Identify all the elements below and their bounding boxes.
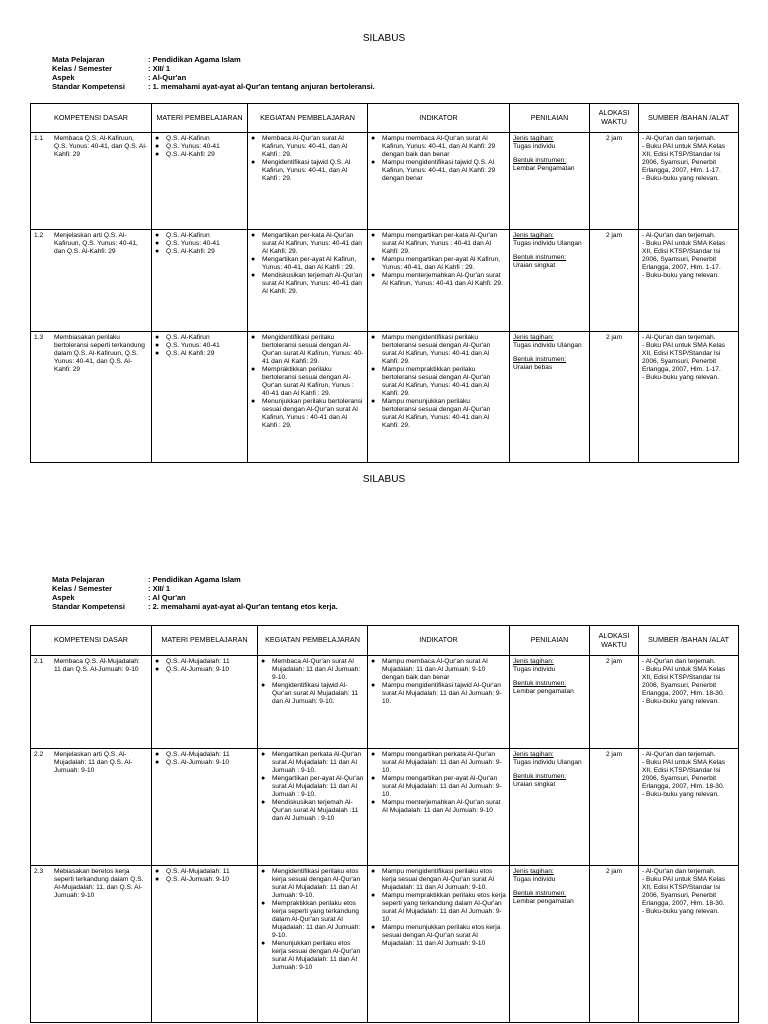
- kegiatan-item: ● Mendiskusikan terjemah Al-Qur'an surat Al Kafirun, Yunus: 40-41 dan Al Kahfi: 29.: [251, 272, 364, 296]
- sumber-item: - Buku-buku yang relevan.: [642, 908, 719, 916]
- info-value: : XII/ 1: [148, 64, 171, 73]
- bentuk-label: Bentuk instrumen:: [513, 356, 567, 364]
- materi-item: ● Q.S. Al-Kahfi: 29: [155, 248, 244, 256]
- kegiatan-item: ● Mengartikan perkata Al-Qur'an surat Al Mujadalah: 11 dan Al Jumuah : 9-10.: [261, 751, 364, 775]
- bentuk-value: Lembar pengamatan: [513, 898, 574, 906]
- column-header: MATERI PEMBELAJARAN: [152, 626, 258, 656]
- waktu-cell: 2 jam: [590, 133, 639, 230]
- column-header: KOMPETENSI DASAR: [31, 626, 152, 656]
- indikator-item: ● Mampu mempraktikkan perilaku etos kerja seperti yang terkandung dalam Al-Qur'an surat Al Mujadalah: 11 dan Al Jumuah: 9-10.: [371, 892, 506, 924]
- indikator-cell: [368, 866, 510, 1023]
- materi-cell: [152, 332, 248, 463]
- sumber-item: - Al-Qur'an dan terjemah.: [642, 658, 716, 665]
- table-header-row: [31, 104, 739, 133]
- kegiatan-cell: [248, 332, 368, 463]
- indikator-item: ● Mampu mengidentifikasi tajwid Al-Qur'an surat Al Mujadalah: 11 dan Al Jumuah: 9-10.: [371, 682, 506, 706]
- sumber-item: - Buku-buku yang relevan.: [642, 374, 719, 382]
- kegiatan-item: ● Menunjukkan perilaku bertoleransi sesuai dengan Al-Qur'an surat Al Kafirun, Yunus : 40-41 dan Al Kahfi : 29.: [251, 398, 364, 430]
- penilaian-cell: [510, 133, 590, 230]
- materi-cell: [152, 749, 258, 866]
- kegiatan-cell: [248, 230, 368, 332]
- kegiatan-item: ● Mengidentifikasi tajwid Q.S. Al Kafirun, Yunus: 40-41, dan Al Kahfi : 29.: [251, 159, 364, 183]
- column-header: SUMBER /BAHAN /ALAT: [639, 626, 739, 656]
- table-row: [31, 866, 739, 1023]
- kegiatan-item: ● Mengartikan per-ayat Al-Qur'an surat Al Mujadalah: 11 dan Al Jumuah : 9-10.: [261, 775, 364, 799]
- kompetensi-text: Membiasakan perilaku bertoleransi seperti terkandung dalam Q.S. Al-Kafiruun, Q.S. Yunus: 40-41, dan Q.S. Al-Kahfi: 29: [54, 334, 145, 374]
- kompetensi-cell: [31, 656, 152, 749]
- waktu-cell: 2 jam: [590, 749, 639, 866]
- row-number: 2.2: [34, 751, 44, 758]
- sumber-item: - Al-Qur'an dan terjemah.: [642, 232, 716, 239]
- materi-item: ● Q.S. Al-Jumuah: 9-10: [155, 759, 254, 767]
- kompetensi-text: Menjelaskan arti Q.S. Al-Mujadalah: 11 dan Q.S. Al-Jumuah: 9-10: [54, 751, 133, 775]
- table-row: [31, 332, 739, 463]
- materi-item: ● Q.S. Al Kahfi: 29: [155, 350, 244, 358]
- info-label: Standar Kompetensi: [52, 602, 125, 611]
- info-label: Kelas / Semester: [52, 584, 113, 593]
- waktu-cell: 2 jam: [590, 332, 639, 463]
- table-header-row: [31, 626, 739, 656]
- sumber-cell: [639, 332, 739, 463]
- info-value: : Pendidikan Agama Islam: [148, 55, 241, 64]
- kegiatan-item: ● Mengidentifikasi perilaku bertoleransi sesuai dengan Al-Qur'an surat Al Kafirun, Yunus: 40-41 dan Al Kahfi: 29.: [251, 334, 364, 366]
- sumber-item: - Buku PAI untuk SMA Kelas XII, Edisi KTSP/Standar Isi 2006, Syamsuri, Penerbit Erlangga, 2007, Hlm. 18-30.: [642, 876, 726, 908]
- column-header: INDIKATOR: [368, 104, 510, 133]
- indikator-item: ● Mampu membaca Al-Qur'an surat Al Kafirun, Yunus: 40-41, dan Al Kahfi: 29 dengan baik dan benar: [371, 135, 506, 159]
- waktu-cell: 2 jam: [590, 866, 639, 1023]
- kegiatan-item: ● Mempraktikkan perilaku bertoleransi sesuai dengan Al-Qur'an surat Al Kafirun, Yunus : 40-41 dan Al Kahfi : 29.: [251, 366, 364, 398]
- info-value: : Al-Qur'an: [148, 73, 187, 82]
- materi-item: ● Q.S. Al-Mujadalah: 11: [155, 751, 254, 759]
- row-number: 1.1: [34, 135, 44, 142]
- indikator-cell: [368, 133, 510, 230]
- kegiatan-item: ● Membaca Al-Qur'an surat Al Mujadalah: 11 dan Al Jumuah: 9-10.: [261, 658, 364, 682]
- materi-item: ● Q.S. Yunus: 40-41: [155, 143, 244, 151]
- column-header: PENILAIAN: [510, 626, 590, 656]
- indikator-cell: [368, 230, 510, 332]
- sumber-item: - Buku PAI untuk SMA Kelas XII, Edisi KTSP/Standar Isi 2006, Syamsuri, Penerbit Erlangga, 2007, Hlm. 18-30.: [642, 666, 726, 698]
- column-header: PENILAIAN: [510, 104, 590, 133]
- indikator-item: ● Mampu mengidentifikasi perilaku etos kerja sesuai dengan Al-Qur'an surat Al Mujadalah: 11 dan Al Jumuah: 9-10.: [371, 868, 506, 892]
- sumber-item: - Buku PAI untuk SMA Kelas XII, Edisi KTSP/Standar Isi 2006, Syamsuri, Penerbit Erlangga, 2007, Hlm. 18-30.: [642, 759, 726, 791]
- kompetensi-text: Menjelaskan arti Q.S. Al-Kafiruun, Q.S. Yunus: 40-41, dan Q.S. Al-Kahfi: 29: [54, 232, 138, 256]
- kompetensi-cell: [31, 230, 152, 332]
- sumber-cell: [639, 749, 739, 866]
- kegiatan-cell: [258, 749, 368, 866]
- kegiatan-item: ● Mengidentifikasi tajwid Al-Qur'an surat Al Mujadalah: 11 dan Al Jumuah: 9-10.: [261, 682, 364, 706]
- page-title: SILABUS: [362, 474, 406, 485]
- kegiatan-cell: [258, 656, 368, 749]
- kompetensi-text: Membaca Q.S. Al-Kafiruun, Q.S. Yunus: 40-41, dan Q.S. Al-Kahfi: 29: [54, 135, 147, 159]
- kegiatan-cell: [258, 866, 368, 1023]
- jenis-value: Tugas individu: [513, 666, 556, 674]
- table-row: [31, 133, 739, 230]
- materi-item: ● Q.S. Al-Jumuah: 9-10: [155, 666, 254, 674]
- bentuk-value: Uraian singkat: [513, 781, 556, 789]
- bentuk-label: Bentuk instrumen:: [513, 680, 567, 688]
- jenis-value: Tugas individu: [513, 143, 556, 151]
- sumber-item: - Buku-buku yang relevan.: [642, 698, 719, 706]
- indikator-item: ● Mampu mengidentifikasi tajwid Q.S. Al Kafirun, Yunus: 40-41, dan Al Kahfi: 29 dengan benar: [371, 159, 506, 183]
- penilaian-cell: [510, 230, 590, 332]
- jenis-label: Jenis tagihan:: [513, 658, 554, 665]
- kegiatan-item: ● Menunjukkan perilaku etos kerja sesuai dengan Al-Qur'an surat Al Mujadalah: 11 dan Al Jumuah: 9-10: [261, 940, 364, 972]
- materi-cell: [152, 133, 248, 230]
- jenis-value: Tugas individu Ulangan: [513, 759, 582, 767]
- penilaian-cell: [510, 656, 590, 749]
- column-header: KEGIATAN PEMBELAJARAN: [258, 626, 368, 656]
- bentuk-label: Bentuk instrumen:: [513, 890, 567, 898]
- materi-item: ● Q.S. Al-Mujadalah: 11: [155, 658, 254, 666]
- sumber-item: - Buku-buku yang relevan.: [642, 791, 719, 799]
- materi-cell: [152, 230, 248, 332]
- sumber-cell: [639, 133, 739, 230]
- page-title: SILABUS: [362, 33, 406, 44]
- column-header: ALOKASI WAKTU: [590, 104, 639, 133]
- indikator-cell: [368, 749, 510, 866]
- column-header: MATERI PEMBELAJARAN: [152, 104, 248, 133]
- info-label: Kelas / Semester: [52, 64, 113, 73]
- jenis-value: Tugas individu Ulangan: [513, 342, 582, 350]
- bentuk-value: Lembar pengamatan: [513, 688, 574, 696]
- sumber-item: - Al-Qur'an dan terjemah.: [642, 135, 716, 142]
- jenis-label: Jenis tagihan:: [513, 334, 554, 341]
- kegiatan-item: ● Mengartikan per-ayat Al Kafirun, Yunus: 40-41, dan Al Kahfi : 29.: [251, 256, 364, 272]
- info-label: Mata Pelajaran: [52, 55, 105, 64]
- syllabus-table: [30, 103, 739, 463]
- jenis-label: Jenis tagihan:: [513, 232, 554, 239]
- indikator-item: ● Mampu mengidentifikasi perilaku bertoleransi sesuai dengan Al-Qur'an surat Al Kafirun, Yunus: 40-41 dan Al Kahfi: 29.: [371, 334, 506, 366]
- kegiatan-item: ● Mempraktikkan perilaku etos kerja seperti yang terkandung dalam Al-Qur'an surat Al Mujadalah: 11 dan Al Jumuah: 9-10.: [261, 900, 364, 940]
- kegiatan-cell: [248, 133, 368, 230]
- materi-item: ● Q.S. Al-Jumuah: 9-10: [155, 876, 254, 884]
- materi-cell: [152, 866, 258, 1023]
- column-header: ALOKASI WAKTU: [590, 626, 639, 656]
- column-header: KOMPETENSI DASAR: [31, 104, 152, 133]
- materi-item: ● Q.S. Yunus: 40-41: [155, 240, 244, 248]
- materi-item: ● Q.S. Yunus: 40-41: [155, 342, 244, 350]
- row-number: 1.2: [34, 232, 44, 239]
- kompetensi-cell: [31, 133, 152, 230]
- bentuk-value: Uraian bebas: [513, 364, 553, 372]
- bentuk-label: Bentuk instrumen:: [513, 157, 567, 165]
- materi-cell: [152, 656, 258, 749]
- kegiatan-item: ● Membaca Al-Qur'an surat Al Kafirun, Yunus: 40-41, dan Al Kahfi : 29.: [251, 135, 364, 159]
- indikator-item: ● Mampu menterjemahkan Al-Qur'an surat Al Kafirun, Yunus: 40-41 dan Al Kahfi: 29.: [371, 272, 506, 288]
- course-info: [52, 575, 338, 611]
- jenis-label: Jenis tagihan:: [513, 751, 554, 758]
- kompetensi-cell: [31, 866, 152, 1023]
- info-label: Mata Pelajaran: [52, 575, 105, 584]
- table-row: [31, 656, 739, 749]
- sumber-item: - Buku PAI untuk SMA Kelas XII, Edisi KTSP/Standar Isi 2006, Syamsuri, Penerbit Erlangga, 2007, Hlm. 1-17.: [642, 342, 726, 374]
- indikator-item: ● Mampu menunjukkan perilaku etos kerja sesuai dengan Al-Qur'an surat Al Mujadalah: 11 dan Al Jumuah: 9-10: [371, 924, 506, 948]
- sumber-item: - Al-Qur'an dan terjemah.: [642, 334, 716, 341]
- info-label: Aspek: [52, 73, 75, 82]
- indikator-cell: [368, 332, 510, 463]
- info-value: : 2. memahami ayat-ayat al-Qur'an tentang etos kerja.: [148, 602, 338, 611]
- jenis-label: Jenis tagihan:: [513, 868, 554, 875]
- row-number: 2.3: [34, 868, 44, 875]
- indikator-item: ● Mampu mengartikan per-ayat Al Kafirun, Yunus: 40-41, dan Al Kahfi : 29.: [371, 256, 506, 272]
- waktu-cell: 2 jam: [590, 656, 639, 749]
- sumber-item: - Al-Qur'an dan terjemah.: [642, 751, 716, 758]
- info-label: Aspek: [52, 593, 75, 602]
- bentuk-value: Uraian singkat: [513, 262, 556, 270]
- materi-item: ● Q.S. Al-Kafirun: [155, 232, 244, 240]
- penilaian-cell: [510, 749, 590, 866]
- row-number: 2.1: [34, 658, 44, 665]
- indikator-item: ● Mampu mengartikan per-ayat Al-Qur'an surat Al Mujadalah: 11 dan Al Jumuah: 9-10.: [371, 775, 506, 799]
- jenis-label: Jenis tagihan:: [513, 135, 554, 142]
- materi-item: ● Q.S. Al-Kahfi: 29: [155, 151, 244, 159]
- course-info: [52, 55, 375, 91]
- kegiatan-item: ● Mengidentifikasi perilaku etos kerja sesuai dengan Al-Qur'an surat Al Mujadalah: 11 dan Al Jumuah: 9-10.: [261, 868, 364, 900]
- indikator-item: ● Mampu membaca Al-Qur'an surat Al Mujadalah: 11 dan Al Jumuah: 9-10 dengan baik dan benar: [371, 658, 506, 682]
- indikator-item: ● Mampu mengartikan per-kata Al-Qur'an surat Al Kafirun, Yunus : 40-41 dan Al Kahfi: 29.: [371, 232, 506, 256]
- column-header: KEGIATAN PEMBELAJARAN: [248, 104, 368, 133]
- sumber-item: - Buku-buku yang relevan.: [642, 175, 719, 183]
- indikator-item: ● Mampu mengartikan perkata Al-Qur'an surat Al Mujadalah: 11 dan Al Jumuah: 9-10.: [371, 751, 506, 775]
- kegiatan-item: ● Mendiskusikan terjemah Al-Qur'an surat Al Mujadalah :11 dan Al Jumuah : 9-10: [261, 799, 364, 823]
- materi-item: ● Q.S. Al-Kafirun: [155, 334, 244, 342]
- info-label: Standar Kompetensi: [52, 82, 125, 91]
- row-number: 1.3: [34, 334, 44, 341]
- info-value: : 1. memahami ayat-ayat al-Qur'an tentang anjuran bertoleransi.: [148, 82, 375, 91]
- info-value: : Pendidikan Agama Islam: [148, 575, 241, 584]
- sumber-item: - Buku-buku yang relevan.: [642, 272, 719, 280]
- jenis-value: Tugas individu: [513, 876, 556, 884]
- penilaian-cell: [510, 866, 590, 1023]
- bentuk-label: Bentuk instrumen:: [513, 254, 567, 262]
- kompetensi-text: Mebiasakan beretos kerja seperti terkandung dalam Q.S. Al-Mujadalah: 11, dan Q.S. Al-Jumuah: 9-10: [54, 868, 144, 900]
- bentuk-value: Lembar Pengamatan: [513, 165, 575, 173]
- sumber-cell: [639, 656, 739, 749]
- bentuk-label: Bentuk instrumen:: [513, 773, 567, 781]
- table-row: [31, 230, 739, 332]
- materi-item: ● Q.S. Al-Mujadalah: 11: [155, 868, 254, 876]
- materi-item: ● Q.S. Al-Kafirun: [155, 135, 244, 143]
- table-row: [31, 749, 739, 866]
- indikator-item: ● Mampu mempraktikkan perilaku bertoleransi sesuai dengan Al-Qur'an surat Al Kafirun, Yunus: 40-41 dan Al Kahfi: 29.: [371, 366, 506, 398]
- waktu-cell: 2 jam: [590, 230, 639, 332]
- sumber-cell: [639, 866, 739, 1023]
- kompetensi-cell: [31, 332, 152, 463]
- indikator-cell: [368, 656, 510, 749]
- column-header: INDIKATOR: [368, 626, 510, 656]
- sumber-cell: [639, 230, 739, 332]
- info-value: : Al Qur'an: [148, 593, 186, 602]
- indikator-item: ● Mampu menterjemahkan Al-Qur'an surat Al Mujadalah: 11 dan Al Jumuah: 9-10: [371, 799, 506, 815]
- sumber-item: - Al-Qur'an dan terjemah.: [642, 868, 716, 875]
- kegiatan-item: ● Mengartikan per-kata Al-Qur'an surat Al Kafirun, Yunus: 40-41 dan Al Kahfi: 29.: [251, 232, 364, 256]
- penilaian-cell: [510, 332, 590, 463]
- kompetensi-text: Membaca Q.S. Al-Mujadalah: 11 dan Q.S. Al-Jumuah: 9-10: [54, 658, 140, 674]
- info-value: : XII/ 1: [148, 584, 171, 593]
- syllabus-table: [30, 625, 739, 1023]
- sumber-item: - Buku PAI untuk SMA Kelas XII, Edisi KTSP/Standar Isi 2006, Syamsuri, Penerbit Erlangga, 2007, Hlm. 1-17.: [642, 143, 726, 175]
- column-header: SUMBER /BAHAN /ALAT: [639, 104, 739, 133]
- indikator-item: ● Mampu menunjukkan perilaku bertoleransi sesuai dengan Al-Qur'an surat Al Kafirun, Yunus: 40-41 dan Al Kahfi: 29.: [371, 398, 506, 430]
- kompetensi-cell: [31, 749, 152, 866]
- sumber-item: - Buku PAI untuk SMA Kelas XII, Edisi KTSP/Standar Isi 2006, Syamsuri, Penerbit Erlangga, 2007, Hlm. 1-17.: [642, 240, 726, 272]
- jenis-value: Tugas individu Ulangan: [513, 240, 582, 248]
